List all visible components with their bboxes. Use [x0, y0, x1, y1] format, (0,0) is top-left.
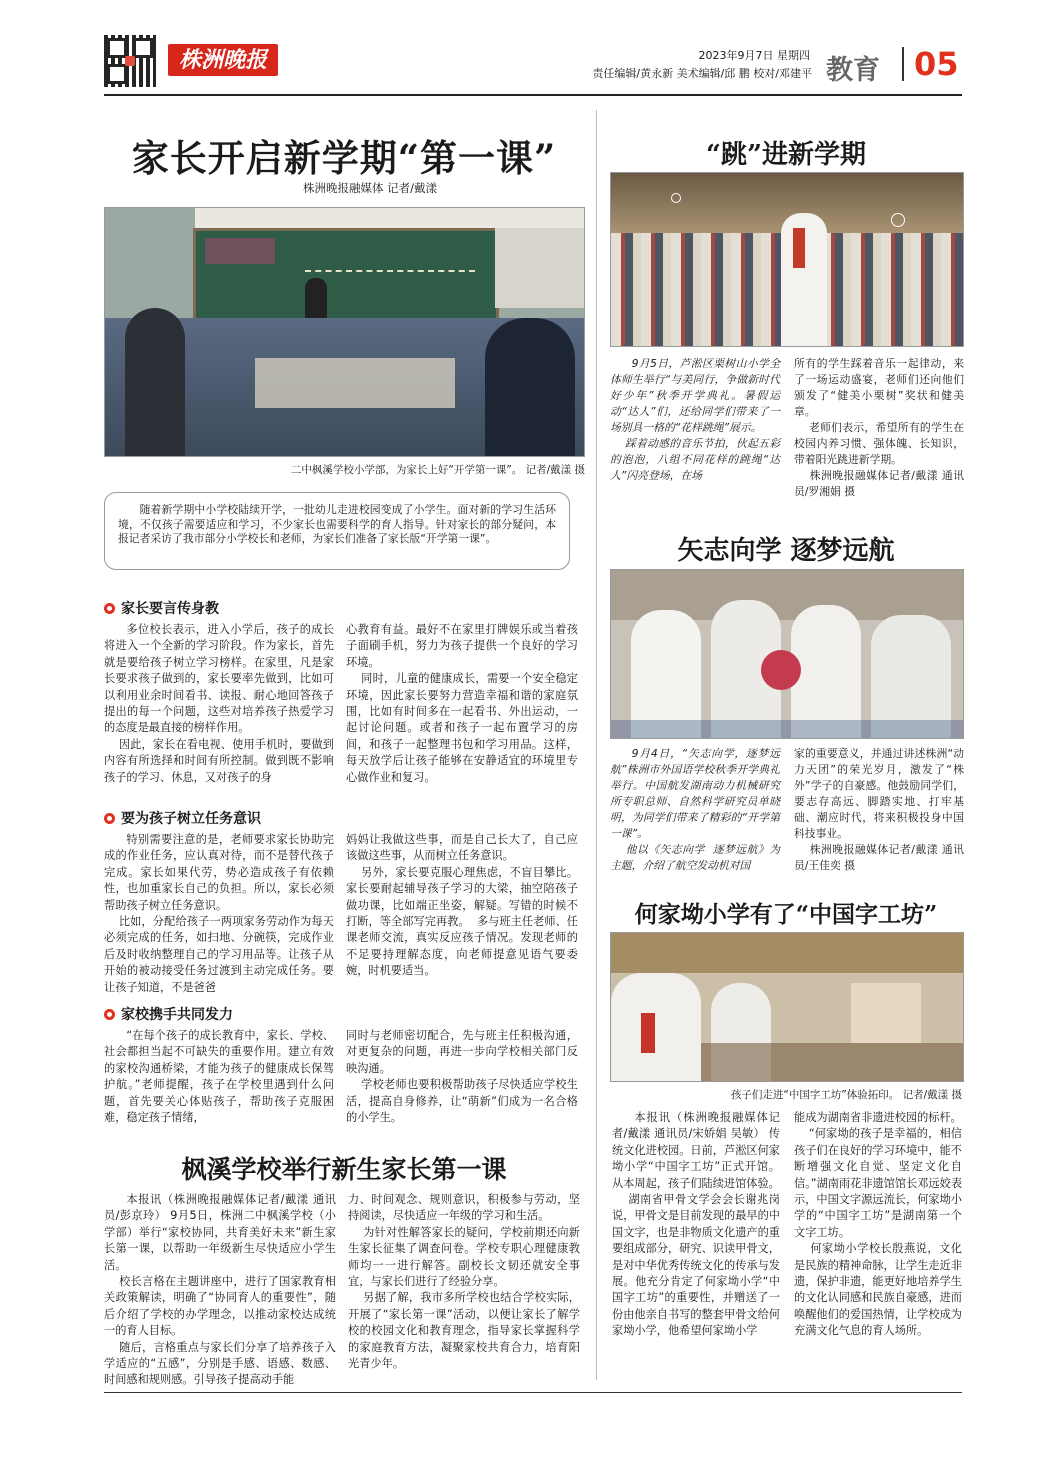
- issue-date: 2023年9月7日 星期四: [698, 49, 810, 62]
- jump-col2: 所有的学生踩着音乐一起律动，来了一场运动盛宴，老师们还向他们颁发了“健美小栗树”奖状和健美章。 老师们表示，希望所有的学生在校园内养习惯、强体魄、长知识，带着阳光跳进新学期。 株洲晚报融媒体记者/戴漾 通讯员/罗湘娟 摄: [794, 357, 964, 498]
- jump-col1: 9月5日，芦淞区栗树山小学全体师生举行“与美同行，争做新时代好少年”秋季开学典礼。暑假运动“达人”们，还给同学们带来了一场别具一格的“花样跳绳”展示。 踩着动感的音乐节拍，伙起五彩的泡泡，八组不同花样的跳绳“达人”闪亮登场，在场: [610, 357, 780, 482]
- bullet-icon: [104, 813, 115, 824]
- intro-box: [104, 492, 570, 570]
- jump-headline: “跳”进新学期: [706, 140, 866, 170]
- intro-text: 随着新学期中小学校陆续开学，一批幼儿走进校园变成了小学生。面对新的学习生活环境，不仅孩子需要适应和学习，不少家长也需要科学的育人指导。针对家长的部分疑问，本报记者采访了我市部分小学校长和老师，为家长们准备了家长版“开学第一课”。: [118, 503, 556, 545]
- jump-rope-photo: [610, 172, 964, 347]
- main-headline: 家长开启新学期“第一课”: [131, 136, 557, 180]
- section-3-col1: “在每个孩子的成长教育中，家长、学校、社会都担当起不可缺失的重要作用。建立有效的家校沟通桥梁，才能为孩子的健康成长保驾护航。”老师提醒，孩子在学校里遇到什么问题，首先要关心体贴孩子，帮助孩子克服困难，稳定孩子情绪，: [104, 1029, 334, 1125]
- section-2-col2: 妈妈让我做这些事，而是自己长大了，自己应该做这些事，从而树立任务意识。 另外，家长要克服心理焦虑，不盲目攀比。家长要耐起辅导孩子学习的大梁，抽空陪孩子做功课，比如端正坐姿，解疑。写错的时候不打断，等全部写完再教。 多与班主任老师、任课老师交流，真实反应孩子情况。发现老师的不足要持理解态度，向老师提意见语气要委婉，时机要适当。: [346, 833, 578, 978]
- subhead-2: 要为孩子树立任务意识: [104, 808, 261, 828]
- section-2-col1: 特别需要注意的是，老师要求家长协助完成的作业任务，应认真对待，而不是替代孩子完成。家长如果代劳，势必造成孩子有依赖性，也加重家长自己的负担。所以，家长必须帮助孩子树立任务意识。 比如，分配给孩子一两项家务劳动作为每天必须完成的任务，如扫地、分碗筷，完成作业后及时收纳整理自己的学习用品等。让孩子从开始的被动接受任务过渡到主动完成任务。要让孩子知道，不是爸爸: [104, 833, 334, 994]
- fengxi-headline: 枫溪学校举行新生家长第一课: [181, 1155, 507, 1184]
- subhead-1: 家长要言传身教: [104, 598, 219, 618]
- header-separator: [902, 47, 904, 81]
- fengxi-col1: 本报讯（株洲晚报融媒体记者/戴漾 通讯员/彭京玲） 9月5日，株洲二中枫溪学校（小学部）举行“家校协同，共育美好未来”新生家长第一课，以帮助一年级新生尽快适应小学生活。 校长言格在主题讲座中，进行了国家教育相关政策解读，明确了“协同育人的重要性”，随后介绍了学校的办学理念，以推动家校达成统一的育人目标。 随后，言格重点与家长们分享了培养孩子入学适应的“五感”，分别是手感、语感、数感、时间感和规则感。引导孩子提高动手能: [104, 1193, 336, 1387]
- hejiaao-headline: 何家坳小学有了“中国字工坊”: [634, 901, 938, 928]
- students-flowers-photo: [610, 569, 964, 739]
- bullet-icon: [104, 1009, 115, 1020]
- section-name: 教育: [826, 55, 880, 86]
- zhixiang-headline: 矢志向学 逐梦远航: [677, 536, 895, 566]
- hejiaao-col2: 能成为湖南省非遗进校园的标杆。 “何家坳的孩子是幸福的，相信孩子们在良好的学习环境中，能不断增强文化自觉、坚定文化自信。”湖南雨花非遗馆馆长邓远姣表示，中国文字源远流长，何家坳小学的“中国字工坊”是湖南第一个文字工坊。 何家坳小学校长殷燕说，文化是民族的精神命脉，让学生走近非遗，保护非遗，能更好地培养学生的文化认同感和民族自豪感，进而唤醒他们的爱国热情，让学校成为充满文化气息的育人场所。: [794, 1111, 963, 1338]
- section-1-col1: 多位校长表示，进入小学后，孩子的成长将进入一个全新的学习阶段。作为家长，首先就是要给孩子树立学习榜样。在家里，凡是家长要求孩子做到的，家长要率先做到，比如可以利用业余时间看书、读报、耐心地回答孩子提出的每一个问题，这些对培养孩子热爱学习的态度是最直接的榜样作用。 因此，家长在看电视、使用手机时，要做到内容有所选择和时间有所控制。做到既不影响孩子的学习、休息，又对孩子的身: [104, 623, 334, 784]
- zhixiang-col1: 9月4日，“矢志向学，逐梦远航”株洲市外国语学校秋季开学典礼举行。中国航发湖南动力机械研究所专职总师、自然科学研究员单晓明，为同学们带来了精彩的“开学第一课”。 他以《矢志向学 逐梦远航》为主题，介绍了航空发动机对国: [610, 747, 780, 872]
- classroom-photo-caption: 二中枫溪学校小学部，为家长上好“开学第一课”。 记者/戴漾 摄: [290, 464, 585, 476]
- subhead-3: 家校携手共同发力: [104, 1004, 233, 1024]
- classroom-photo: [104, 207, 585, 457]
- zhixiang-col2: 家的重要意义，并通过讲述株洲“动力天团”的荣光岁月，激发了“株外”学子的自豪感。他鼓励同学们，要志存高远、脚踏实地、打牢基础、潮应时代，将来积极投身中国科技事业。 株洲晚报融媒体记者/戴漾 通讯员/王佳奕 摄: [794, 747, 964, 872]
- newspaper-logo: 株洲晚报: [168, 44, 278, 76]
- bullet-icon: [104, 603, 115, 614]
- hejiaao-col1: 本报讯（株洲晚报融媒体记者/戴漾 通讯员/宋娇娟 吴敏） 传统文化进校园。日前，芦淞区何家坳小学“中国字工坊”正式开馆。从本周起，孩子们陆续进馆体验。 湖南省甲骨文学会会长谢兆岗说，甲骨文是目前发现的最早的中国文字，也是非物质文化遗产的重要组成部分，研究、识读甲骨文，是对中华优秀传统文化的传承与发展。他充分肯定了何家坳小学“中国字工坊”的重要性，并赠送了一份由他亲自书写的整套甲骨文给何家坳小学，他希望何家坳小学: [612, 1111, 780, 1338]
- section-1-col2: 心教育有益。最好不在家里打牌娱乐或当着孩子面刷手机，努力为孩子提供一个良好的学习环境。 同时，儿童的健康成长，需要一个安全稳定环境，因此家长要努力营造幸福和谐的家庭氛围，比如有时间多在一起看书、外出运动，一起讨论问题。或者和孩子一起布置学习的房间，和孩子一起整理书包和学习用品。这样，每天放学后让孩子能够在安静适宜的环境里专心做作业和复习。: [346, 623, 578, 784]
- rubbing-photo-caption: 孩子们走进“中国字工坊”体验拓印。 记者/戴漾 摄: [730, 1089, 962, 1101]
- editor-credits: 责任编辑/黄永新 美术编辑/邱 鹏 校对/邓建平: [592, 67, 812, 80]
- footer-rule: [104, 1392, 962, 1393]
- qr-code: [104, 35, 156, 87]
- fengxi-col2: 力、时间观念、规则意识，积极参与劳动，坚持阅读，尽快适应一年级的学习和生活。 为针对性解答家长的疑问，学校前期还向新生家长征集了调查问卷。学校专职心理健康教师均一一进行解答。副校长文韧还就安全事宜，与家长们进行了经验分享。 另据了解，我市多所学校也结合学校实际，开展了“家长第一课”活动，以便让家长了解学校的校园文化和教育理念，指导家长掌握科学的家庭教育方法，凝聚家校共育合力，培育阳光青少年。: [348, 1193, 580, 1371]
- page-number: 05: [914, 45, 959, 83]
- column-divider: [596, 110, 597, 1380]
- header-rule: [104, 94, 962, 96]
- section-3-col2: 同时与老师密切配合，先与班主任积极沟通，对更复杂的问题，再进一步向学校相关部门反映沟通。 学校老师也要积极帮助孩子尽快适应学校生活，提高自身修养，让“萌新”们成为一名合格的小学生。: [346, 1029, 578, 1125]
- main-byline: 株洲晚报融媒体 记者/戴漾: [302, 181, 438, 195]
- rubbing-workshop-photo: [610, 932, 964, 1082]
